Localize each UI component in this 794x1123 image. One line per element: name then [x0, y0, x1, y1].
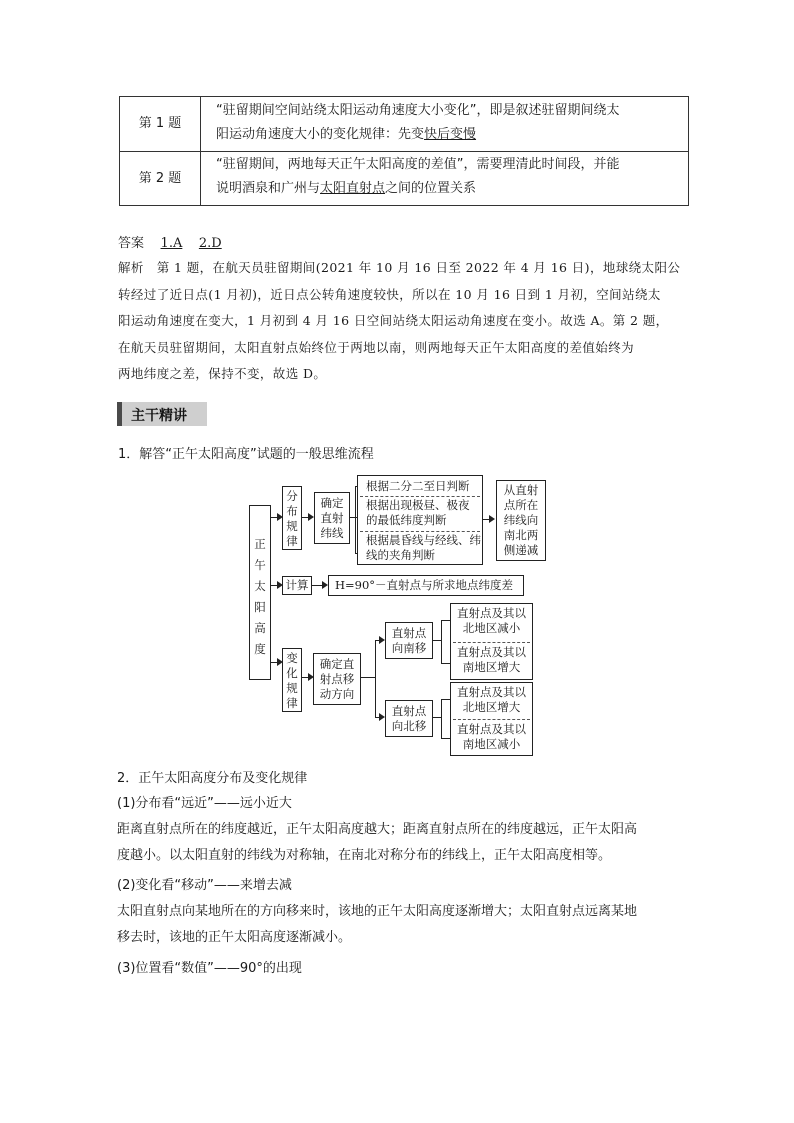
change-rule-box: 变 化 规 律 [282, 648, 302, 712]
move-south-box: 直射点 向南移 [385, 622, 433, 659]
analysis-paragraph: 解析 第 1 题，在航天员驻留期间(2021 年 10 月 16 日至 2022 年 4 月 16 日)，地球绕太阳公 转经过了近日点(1 月初)，近日点公转角速度较快，所以在 10 月 16 日到 1 月初，空间站绕太 阳运动角速度在变大，1 月初到 4 月 16 日空间站绕太阳运动角速度在变小。故选 A。第 2 题， 在航天员驻留期间，太阳直射点始终位于两地以南，则两地每天正午太阳高度的差值始终为 两地纬度之差，保持不变，故选 D。 [118, 260, 681, 381]
subsection-1: (1)分布看“远近”——远小近大 距离直射点所在的纬度越近，正午太阳高度越大；距离直射点所在的纬度越远，正午太阳高 度越小。以太阳直射的纬线为对称轴，在南北对称分布的纬线上，正午太阳高度相等。 [117, 791, 691, 869]
north-results-box [450, 682, 533, 756]
row1-text: “驻留期间空间站绕太阳运动角速度大小变化”，即是叙述驻留期间绕太 阳运动角速度大小的变化规律：先变快后变慢 [216, 103, 620, 142]
south-results-box [450, 603, 533, 680]
underlined-phrase: 太阳直射点 [320, 181, 386, 196]
subsection-1-title: (1)分布看“远近”——远小近大 [117, 796, 292, 811]
subsection-2: (2)变化看“移动”——来增去减 太阳直射点向某地所在的方向移来时，该地的正午太阳高度逐渐增大；太阳直射点远离某地 移去时，该地的正午太阳高度逐渐减小。 [117, 873, 691, 951]
answer-1: 1.A [160, 236, 183, 251]
south-north-region-result: 直射点及其以 北地区减小 [457, 606, 526, 635]
method-terminator: 根据晨昏线与经线、纬 线的夹角判断 [366, 533, 481, 562]
judgment-methods-box [357, 475, 483, 565]
subsection-2-title: (2)变化看“移动”——来增去减 [117, 878, 292, 893]
heading-1: 1．解答“正午太阳高度”试题的一般思维流程 [118, 447, 374, 462]
formula-box: H=90°－直射点与所求地点纬度差 [328, 575, 524, 596]
row2-text: “驻留期间，两地每天正午太阳高度的差值”，需要理清此时间段，并能 说明酒泉和广州与太阳直射点之间的位置关系 [216, 157, 620, 196]
distribution-rule-box: 分 布 规 律 [282, 486, 302, 550]
method-polar-day: 根据出现极昼、极夜 的最低纬度判断 [366, 498, 470, 527]
underlined-phrase: 快后变慢 [424, 127, 477, 142]
south-south-region-result: 直射点及其以 南地区增大 [457, 645, 526, 674]
row1-label: 第 1 题 [138, 116, 182, 131]
heading-2: 2．正午太阳高度分布及变化规律 [117, 771, 308, 786]
section-title: 主干精讲 [131, 408, 187, 424]
determine-movement-box: 确定直 射点移 动方向 [313, 653, 361, 705]
north-south-region-result: 直射点及其以 南地区减小 [457, 722, 526, 751]
answer-label: 答案 [118, 236, 145, 251]
root-box: 正 午 太 阳 高 度 [249, 505, 271, 680]
row2-label: 第 2 题 [138, 171, 182, 186]
subsection-3 [117, 956, 691, 982]
determine-latitude-box: 确定 直射 纬线 [314, 492, 350, 544]
method-solstice: 根据二分二至日判断 [366, 479, 470, 493]
calculate-box: 计算 [282, 576, 312, 595]
move-north-box: 直射点 向北移 [385, 700, 433, 737]
north-north-region-result: 直射点及其以 北地区增大 [457, 685, 526, 714]
arrow-icon [489, 515, 495, 523]
answer-2: 2.D [198, 236, 222, 251]
subsection-3-title: (3)位置看“数值”——90°的出现 [117, 961, 302, 976]
decrease-rule-box: 从直射 点所在 纬线向 南北两 侧递减 [496, 480, 546, 561]
